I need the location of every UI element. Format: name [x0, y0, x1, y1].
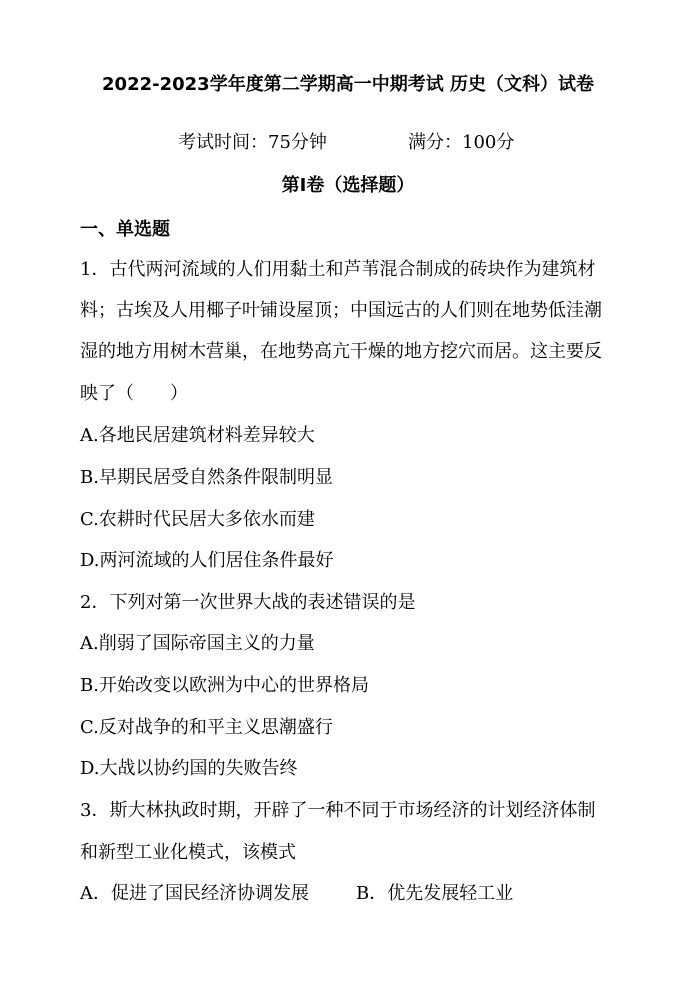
exam-score: 满分：100分	[408, 132, 515, 153]
question-3-option-a: A．促进了国民经济协调发展	[80, 883, 309, 904]
question-3-line-1: 3．斯大林执政时期，开辟了一种不同于市场经济的计划经济体制	[80, 800, 596, 821]
question-1-line-2: 料；古埃及人用椰子叶铺设屋顶；中国远古的人们则在地势低洼潮	[80, 300, 602, 321]
question-2-line-1: 2．下列对第一次世界大战的表述错误的是	[80, 592, 416, 613]
question-2-option-d: D.大战以协约国的失败告终	[80, 758, 298, 779]
question-1-line-1: 1．古代两河流域的人们用黏土和芦苇混合制成的砖块作为建筑材	[80, 259, 596, 280]
question-1-option-a: A.各地民居建筑材料差异较大	[80, 425, 315, 446]
question-1-option-b: B.早期民居受自然条件限制明显	[80, 467, 333, 488]
question-2-option-c: C.反对战争的和平主义思潮盛行	[80, 717, 333, 738]
part-heading: 一、单选题	[80, 219, 170, 240]
question-2-option-b: B.开始改变以欧洲为中心的世界格局	[80, 675, 369, 696]
question-1-line-4: 映了（ ）	[80, 383, 188, 404]
question-1-option-c: C.农耕时代民居大多依水而建	[80, 509, 315, 530]
exam-title: 2022-2023学年度第二学期高一中期考试 历史（文科）试卷	[102, 74, 594, 95]
question-1-option-d: D.两河流域的人们居住条件最好	[80, 550, 334, 571]
exam-time: 考试时间：75分钟	[178, 132, 327, 153]
question-3-option-b: B．优先发展轻工业	[356, 883, 514, 904]
question-3-line-2: 和新型工业化模式，该模式	[80, 842, 296, 863]
question-1-line-3: 湿的地方用树木营巢，在地势高亢干燥的地方挖穴而居。这主要反	[80, 341, 602, 362]
section-title: 第Ⅰ卷（选择题）	[281, 175, 415, 196]
question-2-option-a: A.削弱了国际帝国主义的力量	[80, 633, 315, 654]
